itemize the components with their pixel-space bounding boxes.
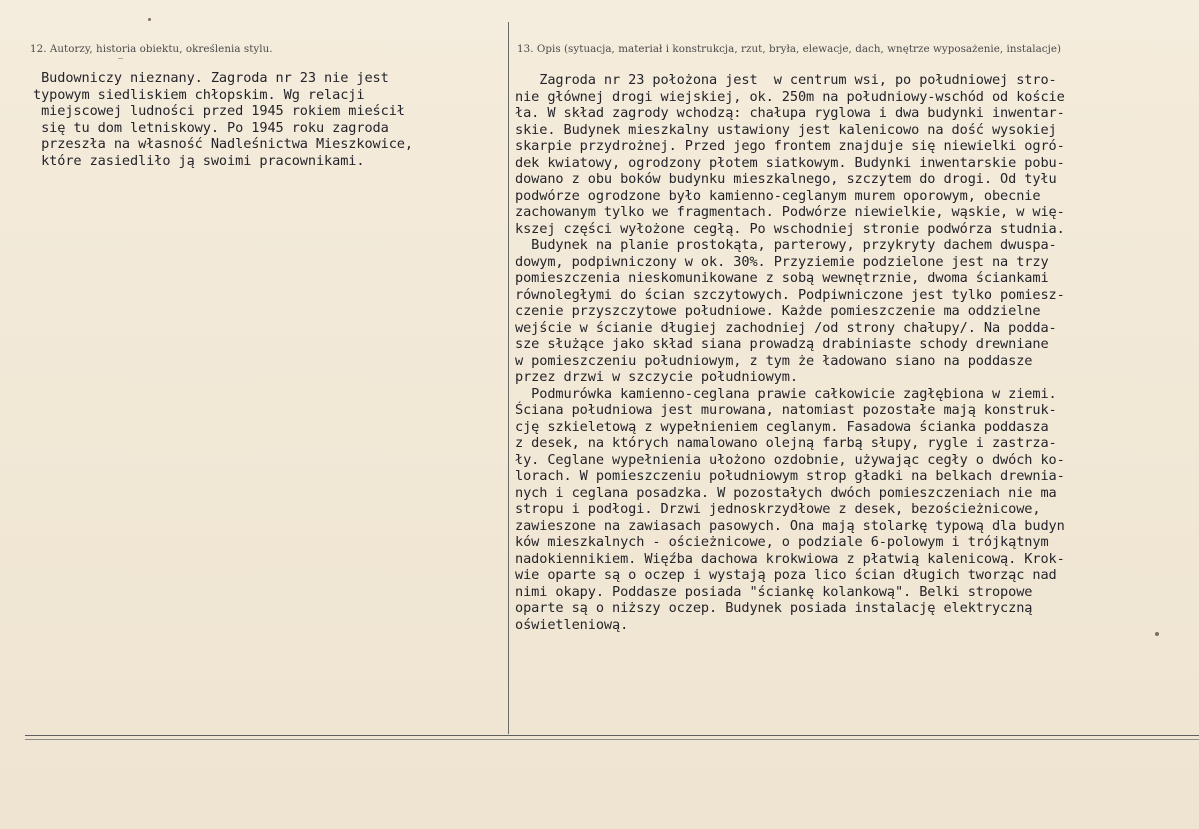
section-13-line: dowano z obu boków budynku mieszkalnego, szczytem do drogi. Od tyłu	[515, 171, 1057, 187]
section-13-line: kszej części wyłożone cegłą. Po wschodniej stronie podwórza studnia.	[515, 220, 1065, 237]
paper-speck	[148, 18, 151, 21]
paper-speck	[118, 58, 123, 59]
section-13-line: czenie przyszczytowe południowe. Każde pomieszczenie ma oddzielne	[515, 303, 1041, 319]
section-13-line: zachowanym tylko we fragmentach. Podwórze niewielkie, wąskie, w wię-	[515, 204, 1065, 220]
section-13-line: Podmurówka kamienno-ceglana prawie całkowicie zagłębiona w ziemi.	[515, 385, 1057, 402]
section-13-line: stropu i podłogi. Drzwi jednoskrzydłowe z desek, bezościeżnicowe,	[515, 501, 1041, 517]
section-12-line: typowym siedliskiem chłopskim. Wg relacji	[33, 86, 365, 103]
section-13-body	[515, 72, 1065, 633]
section-13-line: oparte są o niższy oczep. Budynek posiada instalację elektryczną	[515, 600, 1033, 616]
section-13-line: sze służące jako skład siana prowadzą drabiniaste schody drewniane	[515, 336, 1049, 352]
section-12-line: się tu dom letniskowy. Po 1945 roku zagroda	[33, 119, 389, 136]
section-13-line: nych i ceglana posadzka. W pozostałych dwóch pomieszczeniach nie ma	[515, 484, 1057, 501]
section-13-line: w pomieszczeniu południowym, z tym że ładowano siano na poddasze	[515, 352, 1033, 369]
section-13-line: lorach. W pomieszczeniu południowym strop gładki na belkach drewnia-	[515, 468, 1065, 484]
column-divider	[508, 22, 509, 734]
section-13-line: zawieszone na zawiasach pasowych. Ona mają stolarkę typową dla budyn	[515, 517, 1065, 534]
section-13-line: Zagroda nr 23 położona jest w centrum wsi, po południowej stro-	[515, 72, 1057, 88]
section-13-line: ków mieszkalnych - ościeżnicowe, o podziale 6-polowym i trójkątnym	[515, 534, 1049, 550]
section-13-line: Ściana południowa jest murowana, natomiast pozostałe mają konstruk-	[515, 402, 1057, 418]
section-13-line: nadokiennikiem. Więźba dachowa krokwiowa z płatwią kalenicową. Krok-	[515, 550, 1065, 567]
section-13-line: wie oparte są o oczep i wystają poza lico ścian długich tworząc nad	[515, 567, 1057, 583]
section-13-line: ły. Ceglane wypełnienia ułożono ozdobnie, używając cegły o dwóch ko-	[515, 451, 1065, 468]
section-13-line: nie głównej drogi wiejskiej, ok. 250m na południowy-wschód od koście	[515, 88, 1065, 105]
section-13-line: Budynek na planie prostokąta, parterowy, przykryty dachem dwuspa-	[515, 237, 1057, 253]
bottom-rule	[25, 735, 1199, 736]
section-13-line: przez drzwi w szczycie południowym.	[515, 369, 798, 385]
section-13-line: oświetleniową.	[515, 616, 629, 633]
section-13-header: 13. Opis (sytuacja, materiał i konstrukcja, rzut, bryła, elewacje, dach, wnętrze wyposażenie, instalacje)	[517, 43, 1062, 55]
section-12-line: miejscowej ludności przed 1945 rokiem mieścił	[33, 103, 405, 119]
section-13-line: dek kwiatowy, ogrodzony płotem siatkowym. Budynki inwentarskie pobu-	[515, 154, 1065, 171]
section-13-line: cję szkieletową z wypełnieniem ceglanym. Fasadowa ścianka poddasza	[515, 418, 1049, 435]
section-13-line: dowym, podpiwniczony w ok. 30%. Przyziemie podzielone jest na trzy	[515, 253, 1049, 270]
section-13-line: pomieszczenia nieskomunikowane z sobą wewnętrznie, dwoma ściankami	[515, 270, 1049, 286]
section-12-line: przeszła na własność Nadleśnictwa Mieszkowice,	[33, 136, 413, 152]
section-13-line: skarpie przydrożnej. Przed jego frontem znajduje się niewielki ogró-	[515, 138, 1065, 154]
section-13-line: z desek, na których namalowano olejną farbą słupy, rygle i zastrza-	[515, 435, 1057, 451]
paper-speck	[1155, 632, 1159, 636]
section-12-header: 12. Autorzy, historia obiektu, określenia stylu.	[30, 43, 273, 55]
section-13-line: ła. W skład zagrody wchodzą: chałupa ryglowa i dwa budynki inwentar-	[515, 105, 1065, 121]
section-13-line: skie. Budynek mieszkalny ustawiony jest kalenicowo na dość wysokiej	[515, 121, 1057, 138]
section-12-line: które zasiedliło ją swoimi pracownikami.	[33, 152, 365, 169]
section-13-line: równoległymi do ścian szczytowych. Podpiwniczone jest tylko pomiesz-	[515, 286, 1065, 303]
section-12-line: Budowniczy nieznany. Zagroda nr 23 nie jest	[33, 70, 389, 86]
section-12-body	[33, 70, 413, 169]
section-13-line: podwórze ogrodzone było kamienno-ceglanym murem oporowym, obecnie	[515, 187, 1041, 204]
section-13-line: nimi okapy. Poddasze posiada "ściankę kolankową". Belki stropowe	[515, 583, 1033, 600]
bottom-rule-secondary	[25, 739, 1199, 740]
section-13-line: wejście w ścianie długiej zachodniej /od strony chałupy/. Na podda-	[515, 319, 1057, 336]
